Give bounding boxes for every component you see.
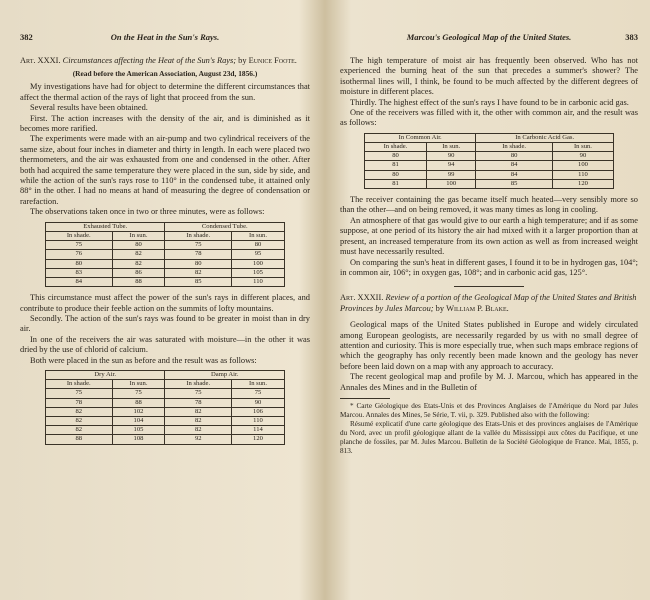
table-moisture	[45, 370, 285, 445]
cell: 110	[231, 416, 284, 425]
table-row	[46, 389, 285, 398]
article-heading	[340, 293, 638, 314]
cell: 82	[165, 268, 232, 277]
paragraph: This circumstance must affect the power of the sun's rays in different places, and contribute to produce their feeble action on the summits of lofty mountains.	[20, 293, 310, 313]
right-page	[326, 0, 650, 600]
cell: 105	[231, 268, 284, 277]
right-page-header	[340, 32, 638, 46]
cell: 100	[552, 161, 613, 170]
cell: 80	[365, 170, 427, 179]
group-header: Exhausted Tube.	[46, 222, 165, 231]
cell: 75	[165, 389, 232, 398]
col-header: In shade.	[476, 143, 553, 152]
cell: 80	[476, 152, 553, 161]
table-row	[46, 435, 285, 444]
cell: 82	[46, 416, 113, 425]
col-header: In sun.	[552, 143, 613, 152]
group-header: Condensed Tube.	[165, 222, 285, 231]
col-header: In shade.	[165, 231, 232, 240]
paragraph: Several results have been obtained.	[30, 103, 148, 113]
cell: 82	[165, 407, 232, 416]
cell: 80	[231, 241, 284, 250]
right-page-content	[340, 32, 638, 456]
col-header: In shade.	[165, 380, 232, 389]
cell: 85	[476, 179, 553, 188]
footnote: Résumé explicatif d'une carte géologique des Etats-Unis et des provinces anglaises de l'Amérique du Nord, avec un profil géologique allant de la vallée du Mississippi aux côtes du Pacifique, et une planche de fossiles, par M. Jules Marcou. Bulletin de la Société Géologique de France. Mai, 1855, p. 813.	[340, 419, 638, 455]
cell: 82	[112, 259, 165, 268]
cell: 80	[112, 241, 165, 250]
cell: 90	[426, 152, 475, 161]
cell: 82	[165, 426, 232, 435]
cell: 81	[365, 161, 427, 170]
paragraph: In one of the receivers the air was saturated with moisture—in the other it was dried by the use of chlorid of calcium.	[20, 334, 310, 355]
col-header: In sun.	[231, 380, 284, 389]
paragraph: Both were placed in the sun as before and the result was as follows:	[30, 355, 257, 365]
table-group-row	[46, 370, 285, 379]
byline-by: by	[238, 56, 247, 65]
table-group-row	[365, 133, 614, 142]
paragraph: The observations taken once in two or three minutes, were as follows:	[30, 207, 265, 217]
group-header: In Carbonic Acid Gas.	[476, 133, 614, 142]
footnotes	[340, 402, 638, 456]
table-row	[46, 268, 285, 277]
cell: 120	[552, 179, 613, 188]
cell: 82	[112, 250, 165, 259]
cell: 75	[165, 241, 232, 250]
col-header: In shade.	[365, 143, 427, 152]
left-page-header	[20, 32, 310, 46]
cell: 99	[426, 170, 475, 179]
running-head: Marcou's Geological Map of the United States.	[406, 32, 572, 42]
paragraph: An atmosphere of that gas would give to our earth a high temperature; and if as some suppose, at one period of its history the air had mixed with it a larger proportion than at present, an increased temperature from its own action as well as from increased weight must have necessarily resulted.	[340, 215, 638, 257]
col-header: In shade.	[46, 231, 113, 240]
cell: 82	[46, 426, 113, 435]
cell: 76	[46, 250, 113, 259]
table-header-row	[365, 143, 614, 152]
col-header: In sun.	[426, 143, 475, 152]
cell: 92	[165, 435, 232, 444]
table-row	[365, 179, 614, 188]
cell: 104	[112, 416, 165, 425]
cell: 78	[165, 398, 232, 407]
paragraph: On comparing the sun's heat in different gases, I found it to be in hydrogen gas, 104°; in common air, 106°; in oxygen gas, 108°; and in carbonic acid gas, 125°.	[340, 257, 638, 277]
cell: 110	[231, 277, 284, 286]
table-density	[45, 222, 285, 287]
cell: 83	[46, 268, 113, 277]
cell: 85	[165, 277, 232, 286]
paragraph: Geological maps of the United States published in Europe and widely circulated among European geologists, are necessarily regarded by us with no small degree of attention and curiosity. This is more especially true, when such maps embrace regions of which the geography has only recently been made known and the geology has never before been laid down on a map with any approach to accuracy.	[340, 320, 638, 371]
running-head: On the Heat in the Sun's Rays.	[110, 32, 220, 42]
article-author: William P. Blake.	[446, 303, 509, 313]
paragraph: The recent geological map and profile by M. J. Marcou, which has appeared in the Annales des Mines and in the Bulletin of	[340, 372, 638, 392]
table-row	[46, 398, 285, 407]
table-carbonic-acid	[364, 133, 614, 189]
cell: 86	[112, 268, 165, 277]
col-header: In sun.	[112, 231, 165, 240]
cell: 88	[46, 435, 113, 444]
cell: 90	[552, 152, 613, 161]
table-row	[46, 259, 285, 268]
article-title: Review of a portion of the Geological Map of the United States and British Provinces by Jules Marcou;	[340, 293, 637, 313]
paragraph: My investigations have had for object to determine the different circumstances that affect the thermal action of the rays of light that proceed from the sun.	[20, 82, 310, 102]
table-header-row	[46, 231, 285, 240]
article-number: Art. XXXII.	[340, 293, 384, 303]
table-row	[365, 161, 614, 170]
cell: 120	[231, 435, 284, 444]
table-group-row	[46, 222, 285, 231]
cell: 84	[46, 277, 113, 286]
cell: 114	[231, 426, 284, 435]
read-note: (Read before the American Association, August 23d, 1856.)	[72, 69, 258, 79]
cell: 110	[552, 170, 613, 179]
table-row	[46, 241, 285, 250]
article-title: Circumstances affecting the Heat of the Sun's Rays;	[62, 56, 237, 65]
col-header: In sun.	[112, 380, 165, 389]
cell: 106	[231, 407, 284, 416]
cell: 100	[426, 179, 475, 188]
col-header: In shade.	[46, 380, 113, 389]
left-page-content	[20, 32, 310, 451]
cell: 88	[112, 277, 165, 286]
cell: 81	[365, 179, 427, 188]
cell: 102	[112, 407, 165, 416]
footnote: * Carte Géologique des Etats-Unis et des Provinces Anglaises de l'Amérique du Nord par Jules Marcou. Annales des Mines, 5e Série, T. vii, p. 329. Published also with the following:	[340, 401, 638, 419]
cell: 88	[112, 398, 165, 407]
cell: 94	[426, 161, 475, 170]
cell: 100	[231, 259, 284, 268]
cell: 75	[46, 389, 113, 398]
page-number: 383	[625, 32, 638, 42]
cell: 80	[365, 152, 427, 161]
left-page	[0, 0, 324, 600]
cell: 84	[476, 170, 553, 179]
cell: 80	[165, 259, 232, 268]
group-header: Dry Air.	[46, 370, 165, 379]
col-header: In sun.	[231, 231, 284, 240]
section-divider	[454, 286, 524, 287]
cell: 108	[112, 435, 165, 444]
paragraph: One of the receivers was filled with it, the other with common air, and the result was as follows:	[340, 108, 638, 128]
cell: 78	[165, 250, 232, 259]
table-row	[365, 152, 614, 161]
paragraph: Thirdly. The highest effect of the sun's rays I have found to be in carbonic acid gas.	[350, 97, 629, 107]
table-row	[46, 250, 285, 259]
cell: 80	[46, 259, 113, 268]
cell: 95	[231, 250, 284, 259]
paragraph: The receiver containing the gas became itself much heated—very sensibly more so than the other—and on being removed, it was many times as long in cooling.	[340, 195, 638, 215]
table-row	[46, 416, 285, 425]
article-author: Eunice Foote.	[248, 56, 297, 65]
cell: 105	[112, 426, 165, 435]
cell: 75	[231, 389, 284, 398]
group-header: Damp Air.	[165, 370, 285, 379]
cell: 82	[46, 407, 113, 416]
cell: 90	[231, 398, 284, 407]
paragraph: The experiments were made with an air-pump and two cylindrical receivers of the same size, about four inches in diameter and thirty in length. In each were placed two thermometers, and the air was exhausted from one and condensed in the other. After both had acquired the same temperature they were placed in the sun, side by side, and while the action of the sun's rays rose to 110° in the condensed tube, it attained only 88° in the other. I had no means at hand of measuring the degree of condensation or rarefaction.	[20, 134, 310, 206]
article-number: Art. XXXI.	[20, 56, 61, 65]
cell: 75	[46, 241, 113, 250]
cell: 75	[112, 389, 165, 398]
article-heading	[20, 56, 310, 66]
byline-by: by	[435, 303, 445, 313]
footnote-rule	[340, 398, 390, 399]
cell: 78	[46, 398, 113, 407]
paragraph: Secondly. The action of the sun's rays was found to be greater in moist than in dry air.	[20, 313, 310, 334]
group-header: In Common Air.	[365, 133, 476, 142]
table-row	[46, 277, 285, 286]
table-row	[46, 426, 285, 435]
page-number: 382	[20, 32, 33, 42]
table-row	[365, 170, 614, 179]
cell: 82	[165, 416, 232, 425]
cell: 84	[476, 161, 553, 170]
paragraph: First. The action increases with the density of the air, and is diminished as it becomes more rarified.	[20, 113, 310, 134]
paragraph: The high temperature of moist air has frequently been observed. Who has not experienced the burning heat of the sun that precedes a summer's shower? The isothermal lines will, I think, be found to be much affected by the different degrees of moisture in different places.	[340, 56, 638, 97]
table-row	[46, 407, 285, 416]
table-header-row	[46, 380, 285, 389]
